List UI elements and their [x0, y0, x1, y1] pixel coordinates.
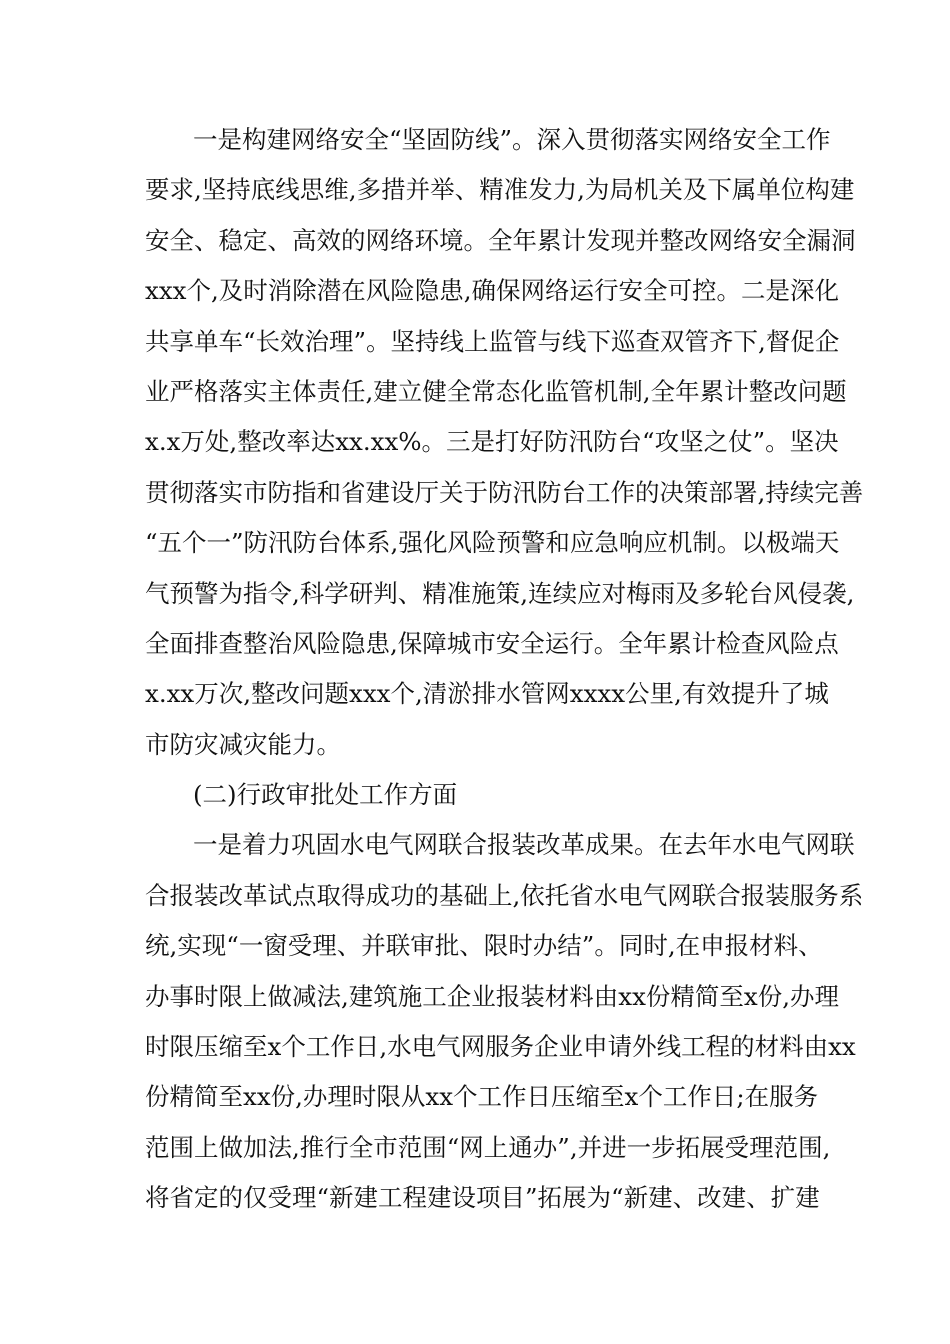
paragraph-line: 合报装改革试点取得成功的基础上,依托省水电气网联合报装服务系 — [145, 880, 864, 910]
paragraph-line: 统,实现“一窗受理、并联审批、限时办结”。同时,在申报材料、 — [145, 931, 823, 961]
paragraph-line: xxx个,及时消除潜在风险隐患,确保网络运行安全可控。二是深化 — [145, 276, 840, 306]
paragraph-line: 一是着力巩固水电气网联合报装改革成果。在去年水电气网联 — [193, 830, 855, 860]
document-page — [145, 115, 864, 1224]
section-heading: (二)行政审批处工作方面 — [193, 780, 458, 810]
paragraph-line: 市防灾减灾能力。 — [145, 729, 341, 759]
paragraph-line: 要求,坚持底线思维,多措并举、精准发力,为局机关及下属单位构建 — [145, 175, 855, 205]
paragraph-line: 时限压缩至x个工作日,水电气网服务企业申请外线工程的材料由xx — [145, 1032, 856, 1062]
paragraph-line: 贯彻落实市防指和省建设厅关于防汛防台工作的决策部署,持续完善 — [145, 477, 864, 507]
paragraph-line: 气预警为指令,科学研判、精准施策,连续应对梅雨及多轮台风侵袭, — [145, 578, 855, 608]
paragraph-line: “五个一”防汛防台体系,强化风险预警和应急响应机制。以极端天 — [145, 528, 840, 558]
paragraph-line: 办事时限上做减法,建筑施工企业报装材料由xx份精简至x份,办理 — [145, 981, 840, 1011]
paragraph-line: 份精简至xx份,办理时限从xx个工作日压缩至x个工作日;在服务 — [145, 1082, 819, 1112]
paragraph-line: 范围上做加法,推行全市范围“网上通办”,并进一步拓展受理范围, — [145, 1132, 831, 1162]
paragraph-line: 将省定的仅受理“新建工程建设项目”拓展为“新建、改建、扩建 — [145, 1183, 820, 1213]
paragraph-line: x.x万处,整改率达xx.xx%。三是打好防汛防台“攻坚之仗”。坚决 — [145, 427, 839, 457]
paragraph-line: 共享单车“长效治理”。坚持线上监管与线下巡查双管齐下,督促企 — [145, 326, 840, 356]
paragraph-line: x.xx万次,整改问题xxx个,清淤排水管网xxxx公里,有效提升了城 — [145, 679, 829, 709]
paragraph-line: 一是构建网络安全“坚固防线”。深入贯彻落实网络安全工作 — [193, 125, 831, 154]
paragraph-line: 业严格落实主体责任,建立健全常态化监管机制,全年累计整改问题 — [145, 376, 847, 406]
paragraph-line: 全面排查整治风险隐患,保障城市安全运行。全年累计检查风险点 — [145, 628, 839, 658]
paragraph-line: 安全、稳定、高效的网络环境。全年累计发现并整改网络安全漏洞 — [145, 225, 856, 255]
